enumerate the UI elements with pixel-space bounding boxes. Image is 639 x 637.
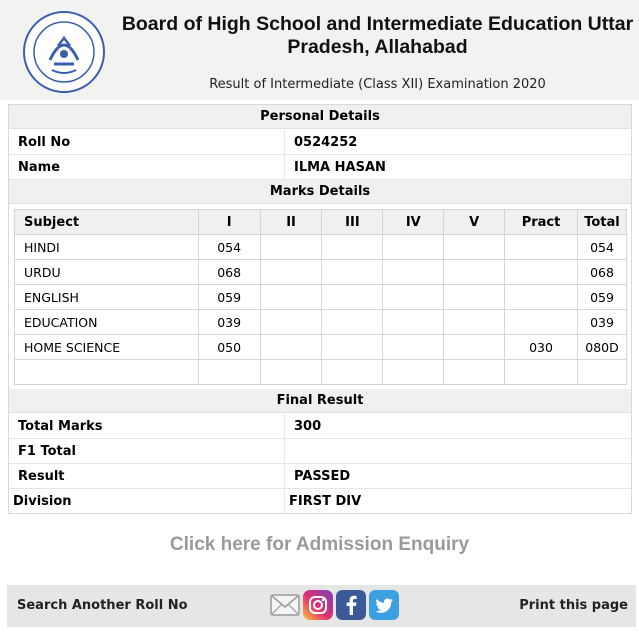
cell-i: 039 bbox=[198, 310, 260, 335]
cell-total: 080D bbox=[577, 335, 626, 360]
marks-table bbox=[14, 209, 627, 385]
total-marks-value: 300 bbox=[284, 414, 631, 439]
col-header-ii: II bbox=[260, 210, 322, 235]
page-footer bbox=[7, 585, 636, 627]
cell-i bbox=[198, 360, 260, 385]
f1-total-label: F1 Total bbox=[18, 444, 76, 459]
cell-iv bbox=[383, 360, 444, 385]
cell-i: 050 bbox=[198, 335, 260, 360]
instagram-icon[interactable] bbox=[303, 590, 333, 620]
cell-pract bbox=[505, 310, 578, 335]
up-emblem-logo bbox=[22, 10, 106, 94]
cell-v bbox=[444, 360, 505, 385]
cell-total: 039 bbox=[577, 310, 626, 335]
table-row bbox=[15, 310, 627, 335]
exam-title: Result of Intermediate (Class XII) Examination 2020 bbox=[209, 77, 546, 92]
cell-subject: EDUCATION bbox=[15, 310, 199, 335]
table-row bbox=[15, 235, 627, 260]
cell-v bbox=[444, 335, 505, 360]
twitter-icon[interactable] bbox=[369, 590, 399, 620]
cell-ii bbox=[260, 285, 322, 310]
table-row bbox=[15, 335, 627, 360]
page-header bbox=[0, 0, 639, 100]
result-value: PASSED bbox=[284, 464, 631, 489]
col-header-v: V bbox=[444, 210, 505, 235]
name-row bbox=[9, 155, 631, 180]
cell-iv bbox=[383, 310, 444, 335]
admission-enquiry-link[interactable]: Click here for Admission Enquiry bbox=[169, 534, 470, 555]
cell-i: 054 bbox=[198, 235, 260, 260]
cell-v bbox=[444, 285, 505, 310]
cell-iii bbox=[322, 360, 383, 385]
name-label: Name bbox=[18, 160, 61, 175]
cell-ii bbox=[260, 310, 322, 335]
print-page-link[interactable]: Print this page bbox=[519, 598, 628, 613]
col-header-i: I bbox=[198, 210, 260, 235]
result-panel bbox=[8, 104, 632, 514]
col-header-iv: IV bbox=[383, 210, 444, 235]
marks-table-wrap bbox=[14, 209, 627, 387]
f1-total-row bbox=[9, 439, 631, 464]
col-header-pract: Pract bbox=[505, 210, 578, 235]
col-header-subject: Subject bbox=[15, 210, 199, 235]
cell-i: 068 bbox=[198, 260, 260, 285]
cell-v bbox=[444, 310, 505, 335]
facebook-icon[interactable] bbox=[336, 590, 366, 620]
cell-v bbox=[444, 260, 505, 285]
cell-total: 059 bbox=[577, 285, 626, 310]
cell-subject: HOME SCIENCE bbox=[15, 335, 199, 360]
board-title: Board of High School and Intermediate Education Uttar Pradesh, Allahabad bbox=[121, 13, 634, 58]
cell-ii bbox=[260, 360, 322, 385]
roll-label: Roll No bbox=[18, 135, 71, 150]
cell-pract bbox=[505, 285, 578, 310]
result-label: Result bbox=[18, 469, 65, 484]
personal-details-heading: Personal Details bbox=[9, 105, 631, 129]
cell-i: 059 bbox=[198, 285, 260, 310]
cell-ii bbox=[260, 235, 322, 260]
cell-pract bbox=[505, 235, 578, 260]
cell-iii bbox=[322, 235, 383, 260]
mail-icon[interactable] bbox=[270, 590, 300, 620]
marks-header-row bbox=[15, 210, 627, 235]
marks-details-heading: Marks Details bbox=[9, 180, 631, 204]
roll-value: 0524252 bbox=[284, 130, 631, 155]
division-value: FIRST DIV bbox=[284, 489, 631, 514]
table-row-empty bbox=[15, 360, 627, 385]
cell-iii bbox=[322, 260, 383, 285]
cell-ii bbox=[260, 335, 322, 360]
name-value: ILMA HASAN bbox=[284, 155, 631, 180]
cell-total bbox=[577, 360, 626, 385]
roll-row bbox=[9, 130, 631, 155]
cell-subject: HINDI bbox=[15, 235, 199, 260]
cell-pract bbox=[505, 360, 578, 385]
table-row bbox=[15, 285, 627, 310]
col-header-total: Total bbox=[577, 210, 626, 235]
cell-pract: 030 bbox=[505, 335, 578, 360]
division-row bbox=[9, 489, 631, 514]
result-row bbox=[9, 464, 631, 489]
cell-iii bbox=[322, 335, 383, 360]
cell-iii bbox=[322, 310, 383, 335]
cell-iv bbox=[383, 260, 444, 285]
total-marks-row bbox=[9, 414, 631, 439]
cell-subject bbox=[15, 360, 199, 385]
cell-pract bbox=[505, 260, 578, 285]
cell-total: 054 bbox=[577, 235, 626, 260]
col-header-iii: III bbox=[322, 210, 383, 235]
cell-subject: ENGLISH bbox=[15, 285, 199, 310]
f1-total-value bbox=[284, 439, 631, 464]
division-label: Division bbox=[13, 494, 72, 509]
cell-subject: URDU bbox=[15, 260, 199, 285]
cell-iv bbox=[383, 235, 444, 260]
cell-iv bbox=[383, 335, 444, 360]
cell-ii bbox=[260, 260, 322, 285]
table-row bbox=[15, 260, 627, 285]
search-another-roll-link[interactable]: Search Another Roll No bbox=[17, 598, 188, 613]
cell-total: 068 bbox=[577, 260, 626, 285]
cell-iii bbox=[322, 285, 383, 310]
cell-iv bbox=[383, 285, 444, 310]
cell-v bbox=[444, 235, 505, 260]
final-result-heading: Final Result bbox=[9, 389, 631, 413]
total-marks-label: Total Marks bbox=[18, 419, 103, 434]
